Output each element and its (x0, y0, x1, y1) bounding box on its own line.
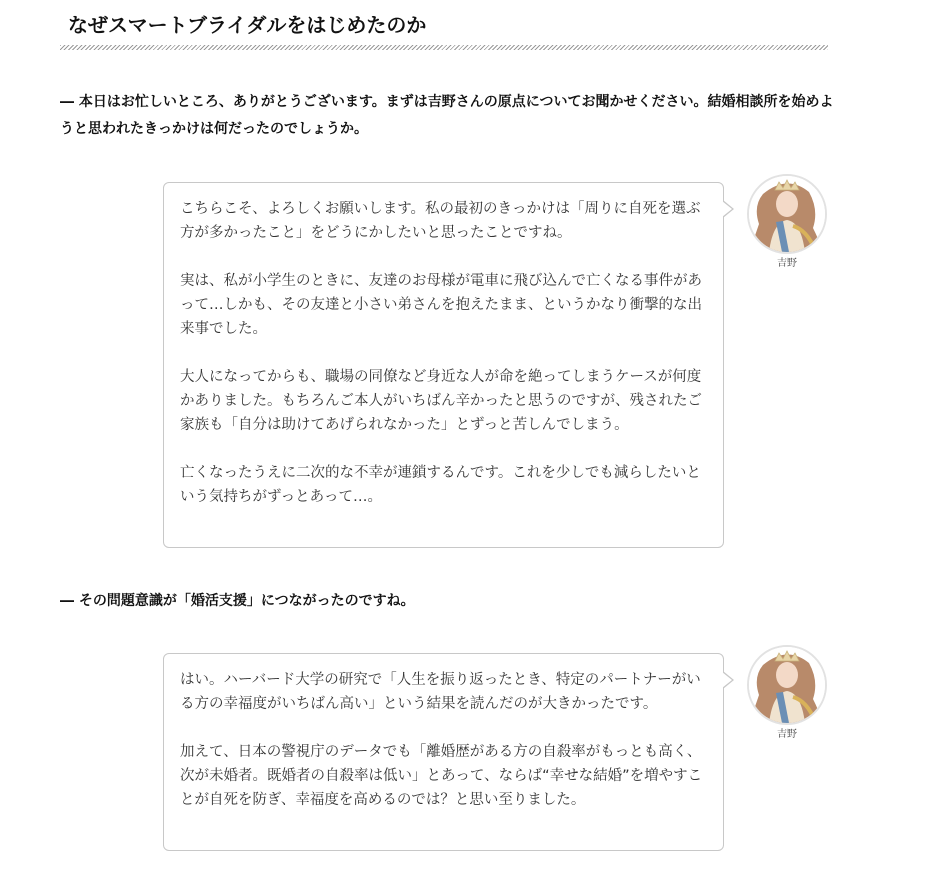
bubble-tail-fill (722, 201, 732, 217)
answer-bubble (163, 182, 724, 548)
section-heading (60, 8, 828, 50)
speaker (747, 645, 827, 741)
answer-paragraph: 亡くなったうえに二次的な不幸が連鎖するんです。これを少しでも減らしたいという気持ちがずっとあって…。 (180, 465, 701, 505)
heading-underline (60, 45, 828, 50)
speaker-portrait-icon (747, 174, 827, 254)
answer-paragraph: 大人になってからも、職場の同僚など身近な人が命を絶ってしまうケースが何度かありました。もちろんご本人がいちばん辛かったと思うのですが、残されたご家族も「自分は助けてあげられなかった」とずっと苦しんでしまう。 (180, 369, 702, 433)
interview-question: ― 本日はお忙しいところ、ありがとうございます。まずは吉野さんの原点についてお聞かせください。結婚相談所を始めようと思われたきっかけは何だったのでしょうか。 (60, 94, 834, 137)
answer-bubble (163, 653, 724, 851)
interview-question: ― その問題意識が「婚活支援」につながったのですね。 (60, 593, 415, 609)
bubble-tail-fill (722, 672, 732, 688)
answer-paragraph: 加えて、日本の警視庁のデータでも「離婚歴がある方の自殺率がもっとも高く、次が未婚者。既婚者の自殺率は低い」とあって、ならば“幸せな結婚”を増やすことが自死を防ぎ、幸福度を高めるのでは？と思い至りました。 (180, 744, 703, 808)
answer-paragraph: はい。ハーバード大学の研究で「人生を振り返ったとき、特定のパートナーがいる方の幸福度がいちばん高い」という結果を読んだのが大きかったです。 (180, 672, 701, 712)
speaker-name: 吉野 (777, 729, 797, 740)
speaker-portrait-icon (747, 645, 827, 725)
answer-paragraph: こちらこそ、よろしくお願いします。私の最初のきっかけは「周りに自死を選ぶ方が多かったこと」をどうにかしたいと思ったことですね。 (180, 201, 701, 241)
speaker (747, 174, 827, 270)
speaker-name: 吉野 (777, 258, 797, 269)
section-title: なぜスマートブライダルをはじめたのか (68, 13, 427, 37)
answer-paragraph: 実は、私が小学生のときに、友達のお母様が電車に飛び込んで亡くなる事件があって…しかも、その友達と小さい弟さんを抱えたまま、というかなり衝撃的な出来事でした。 (180, 273, 702, 337)
